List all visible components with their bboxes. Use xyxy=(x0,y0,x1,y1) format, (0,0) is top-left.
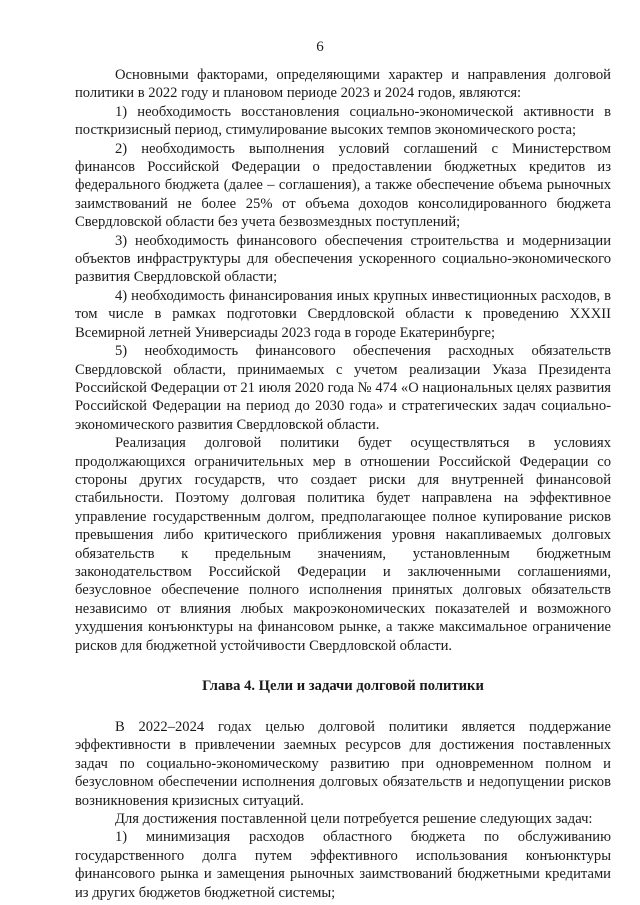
factor-item-4: 4) необходимость финансирования иных крупных инвестиционных расходов, в том числе в рамках подготовки Свердловской области к проведению XXXII Всемирной летней Универсиады 2023 года в городе Екатеринбурге; xyxy=(75,287,611,341)
factor-item-5: 5) необходимость финансового обеспечения расходных обязательств Свердловской области, принимаемых с учетом реализации Указа Президента Российской Федерации от 21 июля 2020 года № 474 «О национальных целях развития Российской Федерации на период до 2030 года» и стратегических задач социально-экономического развития Свердловской области. xyxy=(75,343,611,433)
goal-paragraph: В 2022–2024 годах целью долговой политики является поддержание эффективности в привлечении заемных ресурсов для достижения поставленных задач по социально-экономическому развитию при одновременном полном и безусловном обеспечении исполнения долговых обязательств и недопущении рисков возникновения кризисных ситуаций. xyxy=(75,719,611,809)
chapter-heading: Глава 4. Цели и задачи долговой политики xyxy=(202,678,484,694)
document-body xyxy=(75,66,611,902)
policy-implementation-paragraph: Реализация долговой политики будет осуществляться в условиях продолжающихся ограничительных мер в отношении Российской Федерации со стороны других государств, что создает риски для внутренней финансовой стабильности. Поэтому долговая политика будет направлена на эффективное управление государственным долгом, предполагающее полное купирование рисков превышения либо критического приближения уровня накапливаемых долговых обязательств к предельным значениям, установленным бюджетным законодательством Российской Федерации и заключенными соглашениями, безусловное обеспечение полного исполнения принятых долговых обязательств независимо от влияния любых макроэкономических показателей и возможного ухудшения конъюнктуры на финансовом рынке, а также максимальное ограничение рисков для бюджетной устойчивости Свердловской области. xyxy=(75,435,611,654)
intro-paragraph: Основными факторами, определяющими характер и направления долговой политики в 2022 году и плановом периоде 2023 и 2024 годов, являются: xyxy=(75,67,611,102)
factor-item-1: 1) необходимость восстановления социально-экономической активности в посткризисный период, стимулирование высоких темпов экономического роста; xyxy=(75,103,611,139)
factor-item-3: 3) необходимость финансового обеспечения строительства и модернизации объектов инфраструктуры для обеспечения ускоренного социально-экономического развития Свердловской области; xyxy=(75,232,611,286)
factor-item-2: 2) необходимость выполнения условий соглашений с Министерством финансов Российской Федерации о предоставлении бюджетных кредитов из федерального бюджета (далее – соглашения), а также обеспечение объема рыночных заимствований не более 25% от объема доходов консолидированного бюджета Свердловской области без учета безвозмездных поступлений; xyxy=(75,140,611,231)
tasks-intro-paragraph: Для достижения поставленной цели потребуется решение следующих задач: xyxy=(115,811,593,828)
page-number: 6 xyxy=(316,39,324,55)
task-item-1: 1) минимизация расходов областного бюджета по обслуживанию государственного долга путем эффективного использования конъюнктуры финансового рынка и замещения рыночных заимствований бюджетными кредитами из других бюджетов бюджетной системы; xyxy=(75,829,611,901)
